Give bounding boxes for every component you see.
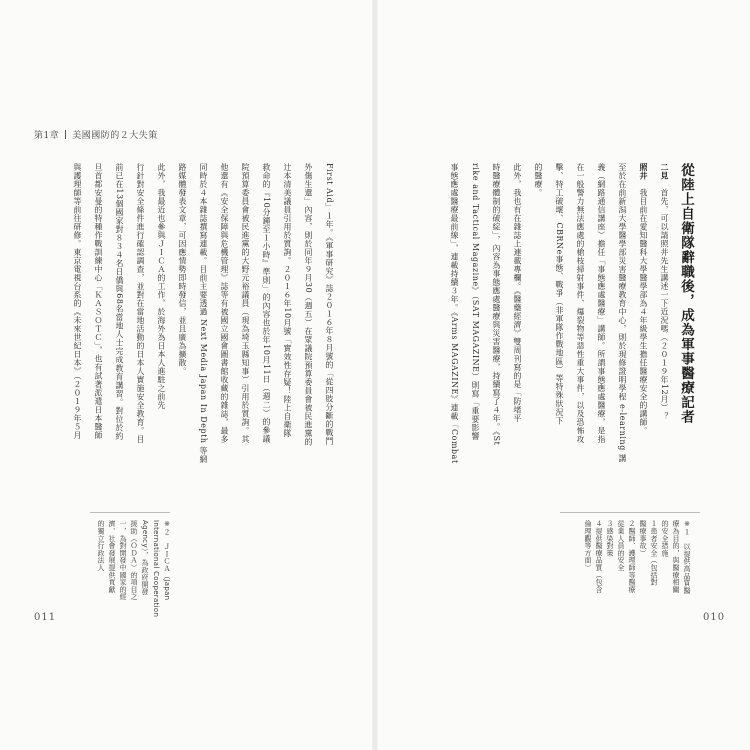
left-text-column: 辻本清美議員引用於質詢。２０１６年10月號「實效性存疑！陸上自衛隊 (283, 163, 292, 438)
column-text: 的醫療。 (534, 163, 543, 197)
footnote-line: ３感染對策 (606, 520, 614, 557)
footnote-line: ２醫師、護理師等醫療 (628, 520, 636, 593)
column-text: 擊、特工破壞、CBRNe事態、戰爭（非軍隊作戰地區）等特殊狀況下 (555, 163, 564, 425)
footnote-line: 從業人員的安全 (617, 520, 625, 572)
page-number-left: 011 (34, 612, 57, 623)
footnote-line: 濟、社會發展提供貢獻 (108, 520, 116, 593)
left-text-column: 旦首都安曼的特種作戰訓練中心「ＫＡＳＯＴＣ」，也有試著派遣日本醫師 (94, 163, 103, 440)
footnote-line: 倫理觀等方面） (584, 520, 592, 572)
footnote-line: International Cooperation (152, 520, 160, 618)
left-text-column: 此外，我最近也參與ＪＩＣＡ的工作，於海外為日本人進駐之前先 (157, 163, 166, 410)
left-text-column: 同時於４本雜誌撰寫連載。目前主要透過 Next Media Japan In Depth 等網 (199, 163, 208, 464)
column-text: 事態應處醫療最前線」，連載持續３年。《Arms MAGAZINE》連載「Combat (450, 163, 459, 464)
right-text-column (612, 163, 633, 463)
section-heading: 從陸上自衛隊辭職後，成為軍事醫療記者 (678, 163, 694, 424)
column-text: 至於在前新潟大學醫學部災害醫療教育中心，則於現修證明學程 e-learning 講 (618, 163, 627, 463)
left-text-column: 前已在13個國家對８３４名日僑與68名當地人士完成教育講習。對位於約 (115, 163, 124, 441)
footnote-line: 一，為對開發中國家的經 (119, 520, 127, 601)
left-text-column: 他還有《安全保障與危機管理》誌等有被國立國會圖書館收藏的雜誌，最多 (220, 163, 229, 444)
speaker-name: 二見 (660, 163, 669, 180)
footnote-line: 療為目的，與醫療相關 (672, 520, 680, 593)
right-text-column (570, 163, 591, 463)
right-notes-rule (560, 512, 700, 513)
left-text-column: 與護理師等前往研修。東京電視台系的《未來世紀日本》（２０１９年５月 (73, 163, 82, 440)
footnote-line: 的安全措施 (661, 520, 669, 557)
footnote-line: 援助（ＯＤＡ）的項目之 (130, 520, 138, 601)
column-text: rike and Tactical Magazine》（SAT MAGAZINE）則寫「重要影響 (471, 163, 480, 441)
footnote-line: １患者安全（包括對 (650, 520, 658, 586)
speaker-name: 照井 (639, 163, 648, 180)
column-text: 我目前在愛知醫科大學醫學部為４年級學生擔任醫療安全的講師。 (639, 188, 648, 435)
running-head-divider (65, 130, 66, 139)
chapter-label: 第1章 (34, 131, 60, 141)
chapter-title: 美國國防的２大失策 (72, 131, 158, 141)
left-text-column: 院預算委員會被民進黨的大野元裕議員（現為埼玉縣知事）引用於質詢。其 (241, 163, 250, 444)
left-text-column: First Aid」１年。《軍事研究》誌２０１６年８月號的「從四肢分斷的戰鬥 (325, 163, 334, 446)
book-gutter (372, 0, 378, 750)
column-text: 時醫療體制的破綻」，內容為事態應處醫療與災害醫療，持續寫了４年。《St (492, 163, 501, 446)
footnote-line: ※１ 以提供高品質醫 (683, 520, 691, 594)
left-text-column: 救命的『10分鐘至１小時』準則」的內容也於年10月11日（週二）的參議 (262, 163, 271, 444)
column-text: 此外，我也有在雜誌上連載專欄。《醫藥經濟》雙周刊寫的是「防堵平 (513, 163, 522, 423)
column-text: 首先，可以請照井先生講述一下近況嗎（２０１９年12月）？ (660, 188, 669, 421)
footnote-line: 的獨立行政法人 (97, 520, 105, 572)
running-head (34, 128, 158, 141)
column-text: 在一般警力無法應處的槍枝掃射事件、爆裂物等惡性重大事件，以及恐怖攻 (576, 163, 585, 444)
column-text: 義（網路通信講座）擔任「事態應處醫療」講師。所謂事態應處醫療，是指 (597, 163, 606, 444)
left-page-notes (92, 520, 172, 616)
right-text-column (507, 163, 528, 463)
page-number-right: 010 (703, 612, 726, 623)
footnote-line: ４提供醫療品質（包含 (595, 520, 603, 593)
right-text-column (528, 163, 549, 463)
right-page-notes (566, 520, 692, 616)
right-page-body (426, 163, 696, 463)
right-text-column (444, 163, 465, 463)
right-text-column (486, 163, 507, 463)
left-text-column: 路媒體發表文章，可因應情勢即時發信，並且廣為擴散。 (178, 163, 187, 376)
left-text-column: 外傷生還」內容，則於同年９月30（週五）在眾議院預算委員會被民進黨的 (304, 163, 313, 447)
right-text-column (654, 163, 675, 463)
right-text-column (549, 163, 570, 463)
left-page-body (56, 163, 340, 463)
footnote-line: Agency），為政府開發 (141, 520, 149, 596)
left-notes-rule (90, 512, 170, 513)
footnote-line: 醫療事故） (639, 520, 647, 557)
footnote-line: ※２ ＪＩＣＡ（Japan (163, 520, 171, 601)
right-text-column (633, 163, 654, 463)
right-text-column (465, 163, 486, 463)
right-text-column (591, 163, 612, 463)
left-text-column: 行針對安全條件進行確認調查，並對在當地活動的日本人實施安全教育。目 (136, 163, 145, 444)
